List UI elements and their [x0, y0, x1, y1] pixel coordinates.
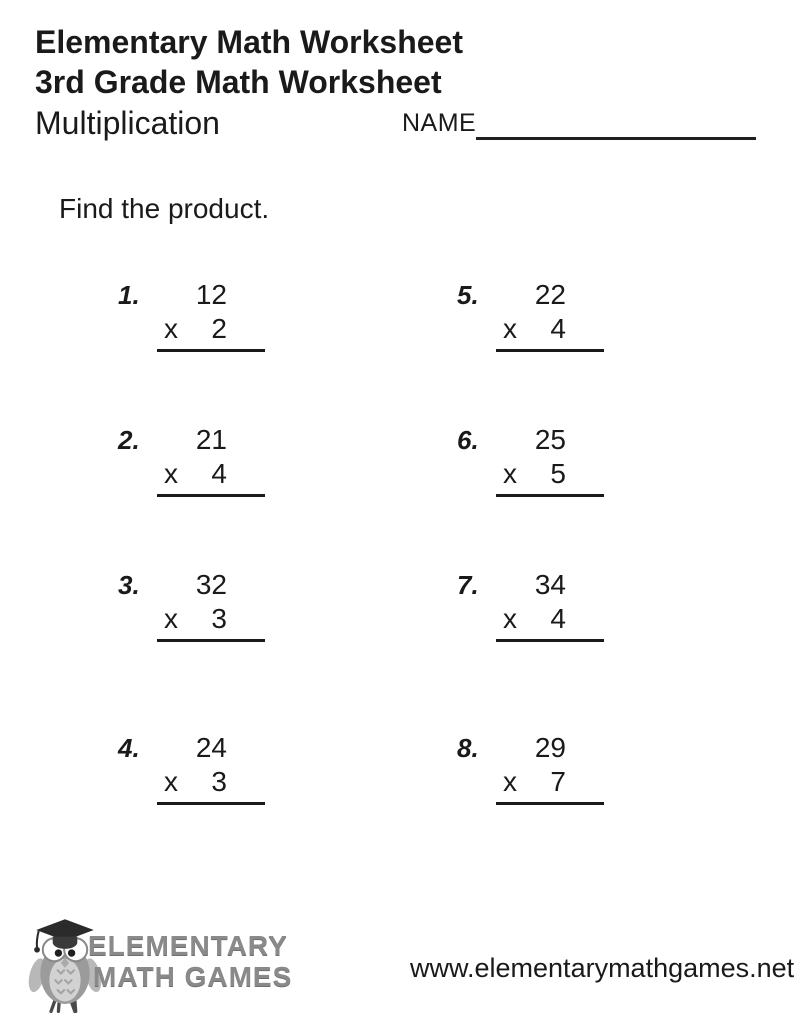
problem-7 [457, 568, 604, 642]
multiply-operator: x [503, 603, 517, 634]
multiplicand: 12 [195, 279, 227, 310]
problem-2 [118, 423, 265, 497]
worksheet-topic: Multiplication [35, 105, 220, 141]
multiply-operator: x [503, 458, 517, 489]
multiplicand: 34 [534, 569, 566, 600]
multiplier: 3 [211, 766, 227, 797]
problem-5 [457, 278, 604, 352]
name-input-line[interactable] [476, 109, 756, 140]
multiply-operator: x [503, 766, 517, 797]
answer-line[interactable] [157, 568, 265, 642]
multiplier: 4 [211, 458, 227, 489]
multiply-operator: x [164, 458, 178, 489]
answer-line[interactable] [496, 423, 604, 497]
name-label: NAME [402, 109, 477, 137]
multiplicand: 32 [195, 569, 227, 600]
problem-number: 2. [118, 425, 140, 455]
multiplier: 2 [211, 313, 227, 344]
problem-number: 6. [457, 425, 479, 455]
problem-number: 5. [457, 280, 479, 310]
problem-number: 1. [118, 280, 140, 310]
multiplicand: 22 [534, 279, 566, 310]
website-url: www.elementarymathgames.net [410, 953, 795, 983]
multiplier: 4 [550, 313, 566, 344]
multiply-operator: x [164, 603, 178, 634]
problem-1 [118, 278, 265, 352]
multiplier: 3 [211, 603, 227, 634]
logo-line-1: ELEMENTARY [88, 930, 288, 961]
answer-line[interactable] [496, 278, 604, 352]
answer-line[interactable] [157, 423, 265, 497]
problem-6 [457, 423, 604, 497]
multiply-operator: x [164, 313, 178, 344]
worksheet-subtitle: 3rd Grade Math Worksheet [35, 64, 442, 100]
instruction-text: Find the product. [59, 193, 270, 224]
multiplicand: 21 [195, 424, 227, 455]
problem-number: 4. [118, 733, 140, 763]
logo-line-2: MATH GAMES [93, 961, 293, 992]
answer-line[interactable] [496, 731, 604, 805]
problem-3 [118, 568, 265, 642]
problem-4 [118, 731, 265, 805]
multiplier: 4 [550, 603, 566, 634]
worksheet-title: Elementary Math Worksheet [35, 24, 463, 60]
multiplicand: 24 [195, 732, 227, 763]
problem-number: 7. [457, 570, 479, 600]
multiply-operator: x [164, 766, 178, 797]
answer-line[interactable] [157, 731, 265, 805]
multiplicand: 29 [534, 732, 566, 763]
multiplier: 5 [550, 458, 566, 489]
answer-line[interactable] [157, 278, 265, 352]
multiplicand: 25 [534, 424, 566, 455]
multiply-operator: x [503, 313, 517, 344]
problem-8 [457, 731, 604, 805]
answer-line[interactable] [496, 568, 604, 642]
problem-number: 3. [118, 570, 140, 600]
problem-number: 8. [457, 733, 479, 763]
multiplier: 7 [550, 766, 566, 797]
logo-wordmark [88, 930, 292, 992]
